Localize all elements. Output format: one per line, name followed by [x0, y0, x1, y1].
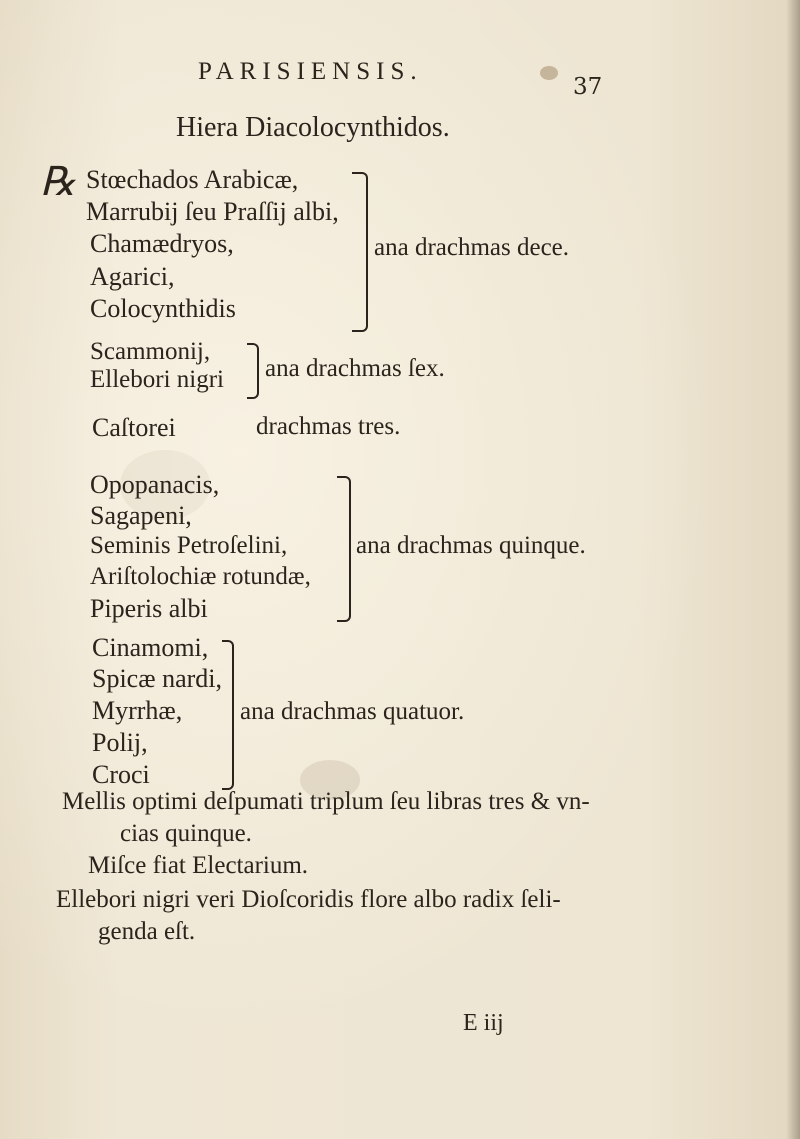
grouping-brace: [222, 640, 234, 790]
dose-text: ana drachmas quatuor.: [240, 698, 465, 725]
rx-symbol: ℞: [40, 159, 76, 204]
page-spine-shadow: [786, 0, 800, 1139]
ingredient-item: Colocynthidis: [90, 294, 236, 323]
ingredient-item: Cinamomi,: [92, 633, 209, 662]
ink-stain: [540, 66, 558, 80]
dose-text: ana drachmas dece.: [374, 234, 570, 261]
ellebori-line: genda eſt.: [98, 918, 196, 945]
ingredient-item: Croci: [92, 760, 150, 789]
mellis-line: Mellis optimi deſpumati triplum ſeu libras tres & vn-: [62, 788, 590, 815]
signature-mark: E iij: [463, 1010, 504, 1036]
ingredient-item: Ellebori nigri: [90, 366, 224, 393]
grouping-brace: [247, 343, 259, 399]
ingredient-item: Marrubij ſeu Praſſij albi,: [86, 197, 339, 226]
ingredient-item: Myrrhæ,: [92, 696, 183, 725]
dose-text: drachmas tres.: [256, 413, 401, 440]
ellebori-line: Ellebori nigri veri Dioſcoridis flore albo radix ſeli-: [56, 886, 561, 913]
ingredient-item: Seminis Petroſelini,: [90, 532, 288, 559]
ingredient-item: Caſtorei: [92, 413, 176, 442]
grouping-brace: [352, 172, 368, 332]
page-number: 37: [573, 74, 603, 100]
grouping-brace: [337, 476, 351, 622]
dose-text: ana drachmas ſex.: [265, 355, 445, 382]
mellis-line: cias quinque.: [120, 820, 252, 847]
ingredient-item: Piperis albi: [90, 594, 208, 623]
ingredient-item: Scammonij,: [90, 338, 211, 365]
ingredient-item: Agarici,: [90, 262, 175, 291]
dose-text: ana drachmas quinque.: [356, 532, 586, 559]
ingredient-item: Spicæ nardi,: [92, 664, 222, 693]
misce-line: Miſce fiat Electarium.: [88, 852, 309, 879]
ingredient-item: Sagapeni,: [90, 501, 192, 530]
ingredient-item: Polij,: [92, 728, 148, 757]
ingredient-item: Chamædryos,: [90, 229, 234, 258]
recipe-title: Hiera Diacolocynthidos.: [176, 112, 450, 143]
ingredient-item: Stœchados Arabicæ,: [86, 165, 299, 194]
ingredient-item: Ariſtolochiæ rotundæ,: [90, 563, 311, 590]
running-head: PARISIENSIS.: [198, 58, 423, 85]
ingredient-item: Opopanacis,: [90, 470, 220, 499]
